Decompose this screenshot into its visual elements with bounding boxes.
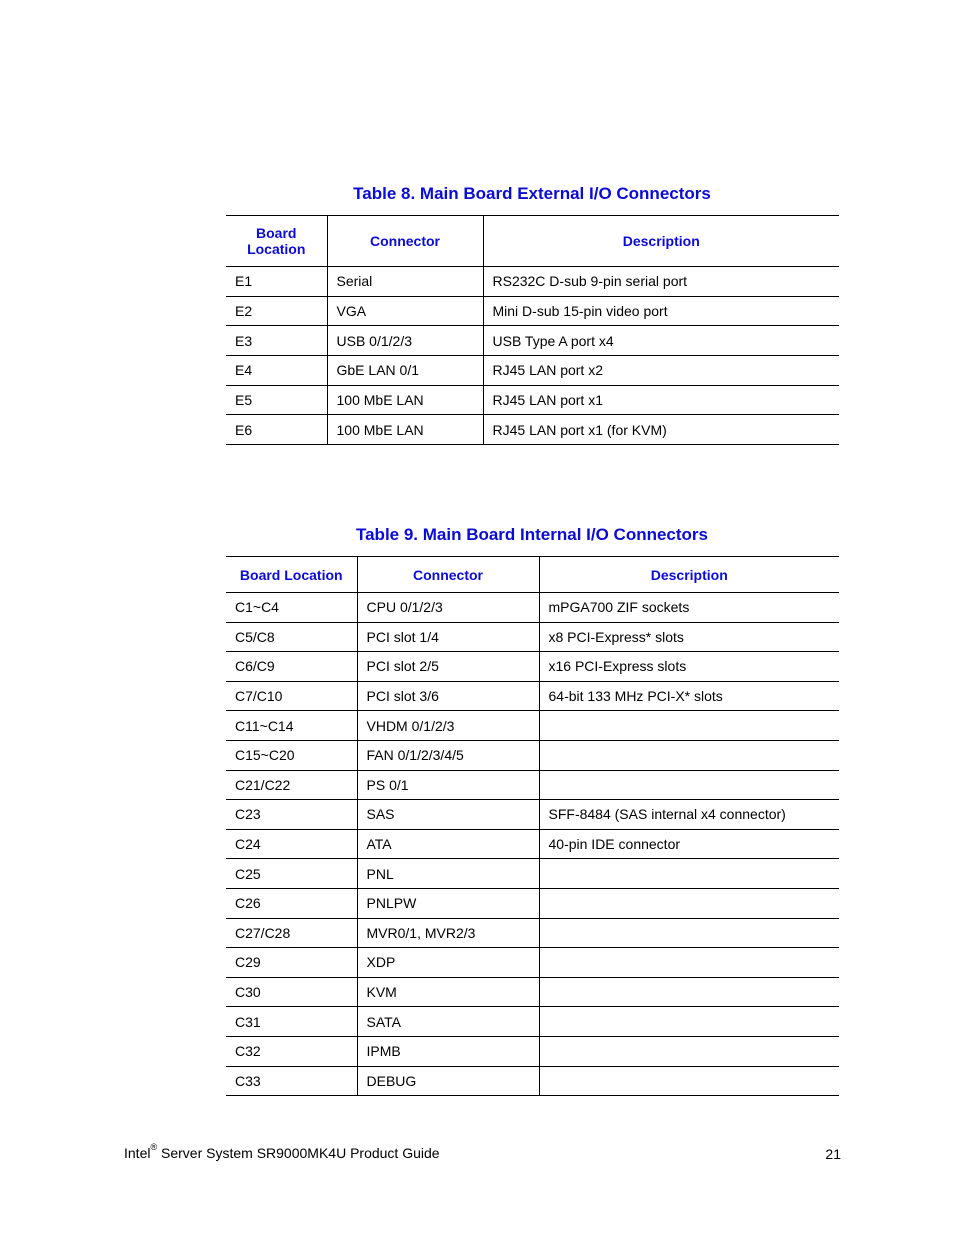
cell-board-location: C6/C9 xyxy=(235,658,275,675)
table-row xyxy=(226,770,839,800)
table-row xyxy=(226,918,839,948)
footer-brand: Intel xyxy=(124,1145,151,1161)
cell-connector: VGA xyxy=(327,296,483,326)
footer-document-title xyxy=(124,1142,440,1161)
cell-description: RS232C D-sub 9-pin serial port xyxy=(483,267,839,297)
cell-board-location: C27/C28 xyxy=(235,924,291,941)
cell-connector: 100 MbE LAN xyxy=(327,385,483,415)
cell-connector: IPMB xyxy=(357,1036,539,1066)
table-row xyxy=(226,888,839,918)
table9-caption: Table 9. Main Board Internal I/O Connectors xyxy=(355,525,709,544)
cell-description: RJ45 LAN port x1 xyxy=(483,385,839,415)
table-row xyxy=(226,859,839,889)
cell-description: mPGA700 ZIF sockets xyxy=(539,593,839,623)
cell-connector: PS 0/1 xyxy=(357,770,539,800)
cell-connector: DEBUG xyxy=(357,1066,539,1096)
cell-description xyxy=(539,711,839,741)
column-header-description: Description xyxy=(539,557,839,593)
cell-board-location: C31 xyxy=(235,1013,261,1030)
cell-connector: USB 0/1/2/3 xyxy=(327,326,483,356)
cell-description xyxy=(539,1066,839,1096)
cell-description: x16 PCI-Express slots xyxy=(539,652,839,682)
cell-board-location: C25 xyxy=(235,865,261,882)
footer-title: Server System SR9000MK4U Product Guide xyxy=(157,1145,440,1161)
cell-board-location: C11~C14 xyxy=(235,717,294,734)
column-header-description: Description xyxy=(483,216,839,267)
cell-description xyxy=(539,918,839,948)
table-row xyxy=(226,1066,839,1096)
cell-board-location: C1~C4 xyxy=(235,599,279,616)
table-row xyxy=(226,740,839,770)
cell-connector: PCI slot 3/6 xyxy=(357,681,539,711)
table-row xyxy=(226,622,839,652)
cell-connector: VHDM 0/1/2/3 xyxy=(357,711,539,741)
cell-description xyxy=(539,977,839,1007)
table-row xyxy=(226,977,839,1007)
cell-description: RJ45 LAN port x1 (for KVM) xyxy=(483,415,839,445)
page-number: 21 xyxy=(825,1146,841,1162)
cell-board-location: C29 xyxy=(235,954,261,971)
cell-board-location: E4 xyxy=(235,362,253,379)
table-row xyxy=(226,681,839,711)
cell-board-location: E1 xyxy=(235,273,253,290)
cell-connector: SATA xyxy=(357,1007,539,1037)
cell-connector: PNL xyxy=(357,859,539,889)
column-header-connector: Connector xyxy=(357,557,539,593)
cell-board-location: C32 xyxy=(235,1043,261,1060)
cell-description: USB Type A port x4 xyxy=(483,326,839,356)
column-header-board-location: Board Location xyxy=(239,566,343,583)
table-row xyxy=(226,267,839,297)
cell-connector: SAS xyxy=(357,800,539,830)
column-header-connector: Connector xyxy=(327,216,483,267)
cell-connector: XDP xyxy=(357,948,539,978)
cell-board-location: E5 xyxy=(235,392,253,409)
trademark-symbol: ® xyxy=(150,1142,158,1152)
table-row xyxy=(226,296,839,326)
table-row xyxy=(226,1007,839,1037)
cell-description: 40-pin IDE connector xyxy=(539,829,839,859)
cell-board-location: C24 xyxy=(235,836,261,853)
table-row xyxy=(226,385,839,415)
cell-board-location: C23 xyxy=(235,806,261,823)
cell-description: Mini D-sub 15-pin video port xyxy=(483,296,839,326)
cell-description xyxy=(539,948,839,978)
table-row xyxy=(226,326,839,356)
internal-io-table xyxy=(226,556,839,1096)
cell-connector: 100 MbE LAN xyxy=(327,415,483,445)
cell-connector: FAN 0/1/2/3/4/5 xyxy=(357,740,539,770)
table-header-row xyxy=(226,557,839,593)
table-row xyxy=(226,948,839,978)
table-row xyxy=(226,356,839,386)
cell-connector: PNLPW xyxy=(357,888,539,918)
cell-connector: Serial xyxy=(327,267,483,297)
table-row xyxy=(226,652,839,682)
table-row xyxy=(226,1036,839,1066)
column-header-board-location: Board Location xyxy=(247,225,306,257)
cell-description: 64-bit 133 MHz PCI-X* slots xyxy=(539,681,839,711)
cell-board-location: C30 xyxy=(235,984,261,1001)
table-header-row xyxy=(226,216,839,267)
cell-board-location: C15~C20 xyxy=(235,747,295,764)
table-row xyxy=(226,711,839,741)
cell-description: SFF-8484 (SAS internal x4 connector) xyxy=(539,800,839,830)
cell-board-location: E2 xyxy=(235,303,253,320)
cell-description: x8 PCI-Express* slots xyxy=(539,622,839,652)
cell-description xyxy=(539,770,839,800)
cell-description: RJ45 LAN port x2 xyxy=(483,356,839,386)
table-row xyxy=(226,415,839,445)
cell-board-location: E6 xyxy=(235,421,253,438)
cell-board-location: C26 xyxy=(235,895,261,912)
cell-board-location: C7/C10 xyxy=(235,688,283,705)
cell-board-location: C5/C8 xyxy=(235,628,275,645)
cell-description xyxy=(539,740,839,770)
table8-caption: Table 8. Main Board External I/O Connectors xyxy=(353,184,711,203)
cell-board-location: C21/C22 xyxy=(235,776,291,793)
cell-connector: PCI slot 2/5 xyxy=(357,652,539,682)
cell-board-location: C33 xyxy=(235,1072,261,1089)
cell-description xyxy=(539,1036,839,1066)
table-row xyxy=(226,593,839,623)
table-row xyxy=(226,800,839,830)
cell-description xyxy=(539,859,839,889)
cell-connector: CPU 0/1/2/3 xyxy=(357,593,539,623)
cell-description xyxy=(539,1007,839,1037)
cell-connector: KVM xyxy=(357,977,539,1007)
cell-connector: PCI slot 1/4 xyxy=(357,622,539,652)
cell-description xyxy=(539,888,839,918)
cell-board-location: E3 xyxy=(235,332,253,349)
cell-connector: GbE LAN 0/1 xyxy=(327,356,483,386)
external-io-table xyxy=(226,215,839,445)
cell-connector: ATA xyxy=(357,829,539,859)
cell-connector: MVR0/1, MVR2/3 xyxy=(357,918,539,948)
table-row xyxy=(226,829,839,859)
